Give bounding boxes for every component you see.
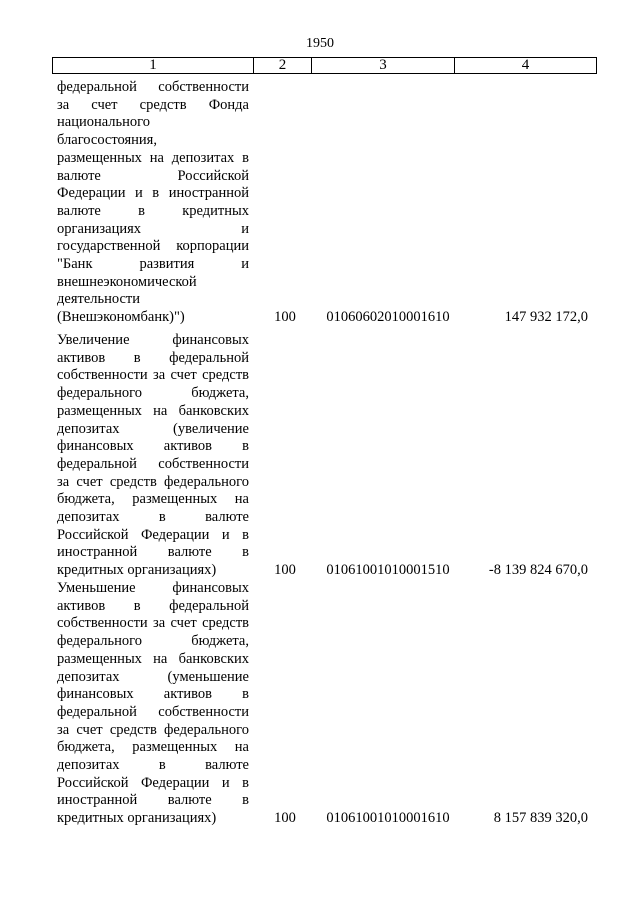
description-line: федерального бюджета,: [57, 633, 249, 650]
header-col-1: 1: [53, 58, 254, 73]
header-col-2: 2: [254, 58, 312, 73]
description-line: кредитных организациях): [57, 810, 217, 827]
description-line: финансовых активов в: [57, 686, 249, 703]
description-line: Уменьшение финансовых: [57, 580, 249, 596]
admin-code: 100: [274, 810, 296, 827]
amount: -8 139 824 670,0: [488, 562, 588, 579]
description-line: федерального бюджета,: [57, 385, 249, 402]
description-line: депозитах (увеличение: [57, 420, 249, 437]
description-line: бюджета, размещенных на: [57, 491, 249, 508]
description-line: финансовых активов в: [57, 438, 249, 455]
description-line: федеральной собственности: [57, 79, 249, 95]
description-line: валюте Российской: [57, 167, 249, 184]
amount: 8 157 839 320,0: [493, 810, 588, 827]
description-line: федеральной собственности: [57, 455, 249, 472]
description-line: валюте в кредитных: [57, 202, 249, 219]
description-line: за счет средств Фонда: [57, 96, 249, 113]
description-line: депозитах в валюте: [57, 509, 249, 526]
amount: 147 932 172,0: [504, 309, 588, 326]
description-line: кредитных организациях): [57, 562, 217, 579]
row-description: [57, 79, 249, 327]
admin-code: 100: [274, 309, 296, 326]
description-line: активов в федеральной: [57, 597, 249, 614]
description-line: активов в федеральной: [57, 349, 249, 366]
description-line: за счет средств федерального: [57, 473, 249, 490]
row-description: [57, 580, 249, 828]
description-line: Федерации и в иностранной: [57, 185, 249, 202]
description-line: депозитах в валюте: [57, 757, 249, 774]
description-line: за счет средств федерального: [57, 721, 249, 738]
description-line: бюджета, размещенных на: [57, 739, 249, 756]
description-line: Увеличение финансовых: [57, 332, 249, 348]
header-col-3: 3: [312, 58, 455, 73]
description-line: Российской Федерации и в: [57, 526, 249, 543]
budget-code: 01060602010001610: [326, 309, 450, 326]
description-line: депозитах (уменьшение: [57, 668, 249, 685]
description-line: иностранной валюте в: [57, 792, 249, 809]
table-header: [52, 57, 597, 74]
description-line: (Внешэкономбанк)"): [57, 309, 185, 326]
description-line: "Банк развития и: [57, 256, 249, 273]
description-line: национального: [57, 114, 150, 131]
description-line: собственности за счет средств: [57, 367, 249, 384]
description-line: благосостояния,: [57, 132, 157, 149]
description-line: государственной корпорации: [57, 238, 249, 255]
description-line: иностранной валюте в: [57, 544, 249, 561]
description-line: внешнеэкономической: [57, 273, 197, 290]
description-line: размещенных на банковских: [57, 650, 249, 667]
description-line: федеральной собственности: [57, 703, 249, 720]
description-line: организациях и: [57, 220, 249, 237]
description-line: размещенных на банковских: [57, 402, 249, 419]
header-col-4: 4: [521, 57, 530, 73]
description-line: собственности за счет средств: [57, 615, 249, 632]
page-number: 1950: [306, 36, 334, 51]
budget-code: 01061001010001510: [326, 562, 450, 579]
description-line: Российской Федерации и в: [57, 774, 249, 791]
description-line: деятельности: [57, 291, 141, 308]
admin-code: 100: [274, 562, 296, 579]
description-line: размещенных на депозитах в: [57, 149, 249, 166]
row-description: [57, 332, 249, 580]
budget-code: 01061001010001610: [326, 810, 450, 827]
